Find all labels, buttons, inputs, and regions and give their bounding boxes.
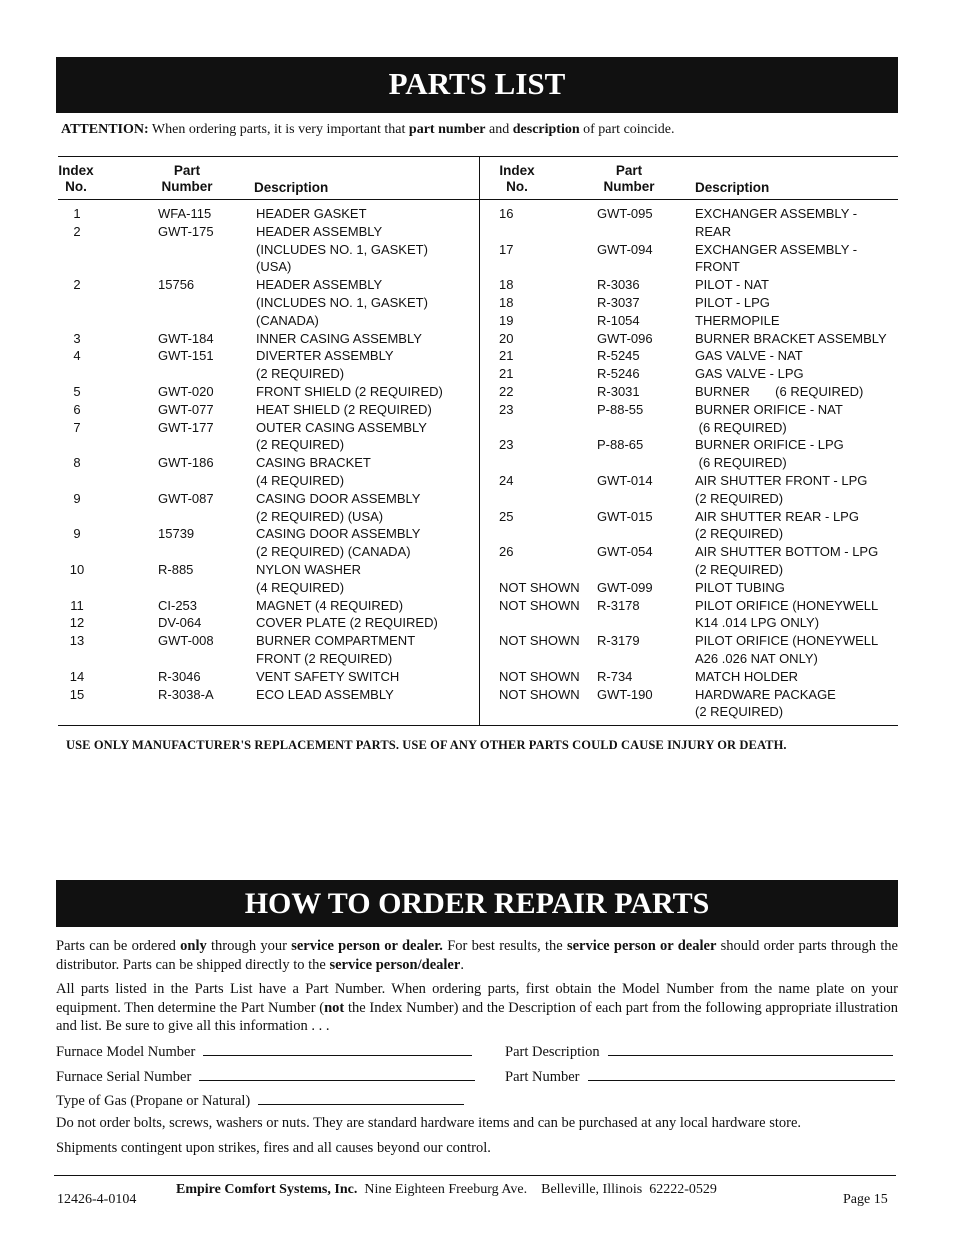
- part-number: GWT-095: [597, 206, 653, 221]
- description-line: K14 .014 LPG ONLY): [695, 615, 820, 631]
- description-line: (4 REQUIRED): [256, 472, 345, 488]
- part-number: R-3037: [597, 294, 640, 310]
- model-number-blank: [203, 1041, 472, 1056]
- table-bottom-rule: [58, 725, 898, 726]
- index-number: NOT SHOWN: [499, 686, 580, 702]
- document-number: 12426-4-0104: [57, 1192, 137, 1207]
- table-row: [57, 205, 477, 223]
- index-number: 9: [73, 490, 81, 506]
- part-description: [256, 330, 477, 348]
- table-row: [57, 490, 477, 526]
- part-description: [256, 419, 477, 455]
- description-line: CASING DOOR ASSEMBLY: [256, 526, 421, 542]
- part-number: GWT-054: [597, 544, 653, 560]
- description-line: PILOT TUBING: [695, 579, 785, 595]
- description-line: NYLON WASHER: [256, 561, 361, 577]
- index-number: 24: [499, 472, 514, 488]
- part-number: R-3179: [597, 633, 640, 649]
- part-number: GWT-151: [158, 348, 214, 364]
- table-row: [499, 686, 897, 722]
- index-number: NOT SHOWN: [499, 597, 580, 613]
- part-number: R-3036: [597, 277, 640, 293]
- index-number: 22: [499, 383, 514, 399]
- description-line: HEAT SHIELD (2 REQUIRED): [256, 401, 432, 417]
- text: All parts listed in the Parts List have a Part Number. When ordering parts, first obtain the Model Number from the name plate on your equipment. Then determine the Part Number (: [56, 981, 898, 1016]
- index-number: 6: [73, 401, 81, 417]
- header-index-line1: Index: [499, 163, 535, 178]
- index-number: 18: [499, 294, 514, 310]
- index-number: NOT SHOWN: [499, 633, 580, 649]
- part-description: [256, 597, 477, 615]
- table-row: [57, 383, 477, 401]
- part-number: R-734: [597, 668, 633, 684]
- table-row: [499, 205, 897, 241]
- description-line: (2 REQUIRED): [695, 490, 784, 506]
- table-row: [499, 597, 897, 633]
- table-row: [57, 561, 477, 597]
- part-number: R-5246: [597, 366, 640, 382]
- part-number: R-3038-A: [158, 686, 214, 702]
- part-description: [256, 383, 477, 401]
- attention-text: When ordering parts, it is very important that: [148, 122, 409, 137]
- part-description: [695, 686, 897, 722]
- serial-number-label: Furnace Serial Number: [56, 1069, 192, 1085]
- table-row: [499, 276, 897, 294]
- index-number: 4: [73, 348, 81, 364]
- part-description: [256, 668, 477, 686]
- ordering-paragraph-4: Shipments contingent upon strikes, fires and all causes beyond our control.: [56, 1140, 491, 1156]
- description-line: THERMOPILE: [695, 312, 780, 328]
- table-header-rule: [58, 199, 898, 200]
- index-number: 26: [499, 544, 514, 560]
- part-number-label: Part Number: [505, 1069, 580, 1085]
- header-index: [56, 163, 96, 195]
- description-line: GAS VALVE - NAT: [695, 348, 803, 364]
- description-line: AIR SHUTTER BOTTOM - LPG: [695, 544, 879, 560]
- part-number: R-3031: [597, 383, 640, 399]
- part-description: [256, 632, 477, 668]
- index-number: 2: [73, 277, 81, 293]
- table-row: [57, 454, 477, 490]
- part-description: [695, 276, 897, 294]
- table-row: [499, 579, 897, 597]
- part-description: [256, 205, 477, 223]
- table-row: [499, 294, 897, 312]
- description-line: (2 REQUIRED) (CANADA): [256, 544, 411, 560]
- company-name: Empire Comfort Systems, Inc.: [176, 1182, 358, 1197]
- part-number: GWT-008: [158, 633, 214, 649]
- index-number: 23: [499, 437, 514, 453]
- index-number: 7: [73, 419, 81, 435]
- table-row: [57, 419, 477, 455]
- description-line: (2 REQUIRED) (USA): [256, 508, 384, 524]
- description-line: (6 REQUIRED): [695, 419, 787, 435]
- part-number: R-885: [158, 561, 194, 577]
- model-number-field: [56, 1041, 472, 1061]
- text: Parts can be ordered: [56, 938, 181, 954]
- header-part-line1: Part: [615, 163, 643, 178]
- table-row: [499, 383, 897, 401]
- bold-text: only: [180, 938, 207, 954]
- serial-number-field: [56, 1066, 475, 1086]
- header-part-line1: Part: [173, 163, 201, 178]
- header-index-line2: No.: [506, 179, 528, 194]
- index-number: 5: [73, 383, 81, 399]
- index-number: 9: [73, 526, 81, 542]
- description-line: (CANADA): [256, 312, 319, 328]
- header-index: [497, 163, 537, 195]
- description-line: (INCLUDES NO. 1, GASKET): [256, 294, 428, 310]
- attention-label: ATTENTION:: [61, 122, 149, 137]
- part-number: GWT-077: [158, 401, 214, 417]
- part-number: R-1054: [597, 312, 640, 328]
- part-number: GWT-014: [597, 472, 653, 488]
- parts-table-right: [499, 205, 897, 721]
- attention-text: and: [485, 122, 513, 137]
- index-number: 13: [69, 633, 85, 649]
- description-line: INNER CASING ASSEMBLY: [256, 330, 422, 346]
- table-row: [57, 668, 477, 686]
- part-number: GWT-184: [158, 330, 214, 346]
- table-row: [499, 472, 897, 508]
- description-line: AIR SHUTTER REAR - LPG: [695, 508, 859, 524]
- part-number: GWT-020: [158, 383, 214, 399]
- table-row: [499, 668, 897, 686]
- how-to-order-title: HOW TO ORDER REPAIR PARTS: [56, 880, 898, 927]
- description-line: FRONT: [695, 259, 740, 275]
- description-line: (2 REQUIRED): [256, 437, 345, 453]
- description-line: EXCHANGER ASSEMBLY -: [695, 206, 858, 221]
- table-row: [499, 365, 897, 383]
- table-row: [57, 330, 477, 348]
- description-line: CASING DOOR ASSEMBLY: [256, 490, 421, 506]
- description-line: A26 .026 NAT ONLY): [695, 650, 818, 666]
- description-line: DIVERTER ASSEMBLY: [256, 348, 394, 364]
- address: Nine Eighteen Freeburg Ave. Belleville, Illinois 62222-0529: [364, 1182, 717, 1197]
- index-number: 3: [73, 330, 81, 346]
- description-line: BURNER COMPARTMENT: [256, 633, 416, 649]
- company-address: [176, 1182, 717, 1198]
- part-description: [256, 525, 477, 561]
- header-description: Description: [254, 180, 329, 195]
- text: should order parts through the distributor. Parts can be shipped directly to the: [56, 938, 898, 973]
- description-line: PILOT ORIFICE (HONEYWELL: [695, 597, 879, 613]
- text: For best results, the: [442, 938, 567, 954]
- part-number: R-3046: [158, 668, 201, 684]
- table-row: [57, 276, 477, 329]
- description-line: PILOT - LPG: [695, 294, 770, 310]
- description-line: OUTER CASING ASSEMBLY: [256, 419, 427, 435]
- part-number: GWT-190: [597, 686, 653, 702]
- bold-text: service person or dealer.: [291, 938, 443, 954]
- part-description-blank: [608, 1041, 893, 1056]
- part-description: [695, 365, 897, 383]
- description-line: HARDWARE PACKAGE: [695, 686, 836, 702]
- index-number: 20: [499, 330, 514, 346]
- header-part-line2: Number: [603, 179, 655, 194]
- model-number-label: Furnace Model Number: [56, 1044, 196, 1060]
- table-top-rule: [58, 156, 898, 157]
- description-line: BURNER BRACKET ASSEMBLY: [695, 330, 887, 346]
- index-number: 19: [499, 312, 514, 328]
- footer-rule: [54, 1175, 896, 1176]
- description-line: HEADER GASKET: [256, 206, 367, 221]
- part-description-field: [505, 1041, 893, 1061]
- table-row: [57, 614, 477, 632]
- description-line: (4 REQUIRED): [256, 579, 345, 595]
- description-line: MAGNET (4 REQUIRED): [256, 597, 404, 613]
- part-number: R-5245: [597, 348, 640, 364]
- table-row: [57, 686, 477, 704]
- text: through your: [206, 938, 292, 954]
- part-description: [695, 294, 897, 312]
- index-number: 11: [70, 597, 84, 613]
- part-description: [695, 401, 897, 437]
- index-number: NOT SHOWN: [499, 579, 580, 595]
- part-description: [256, 223, 477, 276]
- description-line: (INCLUDES NO. 1, GASKET): [256, 241, 428, 257]
- table-row: [499, 241, 897, 277]
- description-line: (2 REQUIRED): [695, 561, 784, 577]
- part-description: [256, 561, 477, 597]
- part-number: GWT-175: [158, 223, 214, 239]
- index-number: 10: [69, 561, 85, 577]
- part-number: GWT-015: [597, 508, 653, 524]
- table-row: [499, 312, 897, 330]
- part-number: GWT-186: [158, 455, 214, 471]
- header-part-number: [600, 163, 658, 195]
- part-description: [695, 472, 897, 508]
- part-description: [695, 436, 897, 472]
- gas-type-label: Type of Gas (Propane or Natural): [56, 1093, 251, 1109]
- description-line: AIR SHUTTER FRONT - LPG: [695, 472, 868, 488]
- table-row: [499, 632, 897, 668]
- description-line: (USA): [256, 259, 292, 275]
- bold-text: not: [324, 999, 345, 1016]
- part-description: [256, 614, 477, 632]
- part-description: [256, 276, 477, 329]
- part-number: GWT-096: [597, 330, 653, 346]
- ordering-paragraph-3: Do not order bolts, screws, washers or nuts. They are standard hardware items and can be purchased at any local hardware store.: [56, 1115, 802, 1131]
- part-number: R-3178: [597, 597, 640, 613]
- part-number: GWT-177: [158, 419, 214, 435]
- index-number: 14: [69, 668, 85, 684]
- table-column-divider: [479, 156, 480, 725]
- index-number: NOT SHOWN: [499, 668, 580, 684]
- part-description: [256, 454, 477, 490]
- attention-text: of part coincide.: [579, 122, 675, 137]
- gas-type-blank: [258, 1090, 464, 1105]
- index-number: 17: [499, 241, 514, 257]
- description-line: PILOT - NAT: [695, 277, 769, 293]
- description-line: (6 REQUIRED): [695, 455, 787, 471]
- part-number: WFA-115: [158, 206, 212, 221]
- description-line: VENT SAFETY SWITCH: [256, 668, 400, 684]
- description-line: (2 REQUIRED): [695, 526, 784, 542]
- description-line: FRONT SHIELD (2 REQUIRED): [256, 383, 443, 399]
- part-number: GWT-094: [597, 241, 653, 257]
- part-description: [256, 686, 477, 704]
- part-description: [695, 597, 897, 633]
- description-line: HEADER ASSEMBLY: [256, 223, 383, 239]
- bold-text: service person/dealer: [329, 956, 461, 973]
- ordering-paragraph-1: [56, 937, 898, 974]
- table-row: [499, 347, 897, 365]
- part-number: GWT-087: [158, 490, 214, 506]
- attention-note: [61, 122, 675, 138]
- index-number: 21: [499, 366, 514, 382]
- part-description: [695, 668, 897, 686]
- table-row: [499, 330, 897, 348]
- part-description: [256, 347, 477, 383]
- part-description: [695, 579, 897, 597]
- part-number-field: [505, 1066, 895, 1086]
- part-description: [256, 490, 477, 526]
- header-part-line2: Number: [161, 179, 213, 194]
- part-description: [695, 312, 897, 330]
- parts-table-left: [57, 205, 477, 703]
- index-number: 25: [499, 508, 514, 524]
- index-number: 15: [69, 686, 85, 702]
- ordering-paragraph-2: [56, 980, 898, 1036]
- index-number: 12: [69, 615, 85, 631]
- part-number: 15739: [158, 526, 195, 542]
- description-line: EXCHANGER ASSEMBLY -: [695, 241, 858, 257]
- attention-bold: description: [512, 122, 580, 137]
- header-index-line1: Index: [58, 163, 94, 178]
- description-line: PILOT ORIFICE (HONEYWELL: [695, 633, 879, 649]
- index-number: 1: [73, 206, 81, 221]
- table-row: [57, 401, 477, 419]
- part-number: 15756: [158, 277, 195, 293]
- replacement-parts-warning: USE ONLY MANUFACTURER'S REPLACEMENT PARTS. USE OF ANY OTHER PARTS COULD CAUSE INJURY OR DEATH.: [66, 738, 787, 752]
- description-line: ECO LEAD ASSEMBLY: [256, 686, 394, 702]
- part-description: [695, 508, 897, 544]
- part-description: [256, 401, 477, 419]
- text: the Index Number) and the Description of each part from the following appropriate illustration and list. Be sure to give all this information . . .: [56, 999, 899, 1035]
- index-number: 2: [73, 223, 81, 239]
- description-line: BURNER ORIFICE - NAT: [695, 401, 843, 417]
- part-number: P-88-55: [597, 401, 644, 417]
- description-line: HEADER ASSEMBLY: [256, 277, 383, 293]
- part-description: [695, 205, 897, 241]
- parts-list-title: PARTS LIST: [56, 57, 898, 113]
- table-row: [499, 436, 897, 472]
- description-line: MATCH HOLDER: [695, 668, 799, 684]
- gas-type-field: [56, 1090, 464, 1110]
- description-line: BURNER ORIFICE - LPG: [695, 437, 844, 453]
- part-description: [695, 543, 897, 579]
- description-line: GAS VALVE - LPG: [695, 366, 804, 382]
- description-line: REAR: [695, 223, 732, 239]
- header-index-line2: No.: [65, 179, 87, 194]
- part-description: [695, 241, 897, 277]
- text: .: [460, 956, 464, 973]
- table-row: [57, 597, 477, 615]
- description-line: FRONT (2 REQUIRED): [256, 650, 393, 666]
- attention-bold: part number: [408, 122, 486, 137]
- table-row: [57, 632, 477, 668]
- part-number-blank: [588, 1066, 895, 1081]
- part-number: P-88-65: [597, 437, 644, 453]
- part-description: [695, 347, 897, 365]
- table-row: [57, 347, 477, 383]
- header-part-number: [158, 163, 216, 195]
- description-line: (2 REQUIRED): [256, 366, 345, 382]
- index-number: 23: [499, 401, 514, 417]
- serial-number-blank: [199, 1066, 475, 1081]
- description-line: CASING BRACKET: [256, 455, 371, 471]
- description-line: (2 REQUIRED): [695, 704, 784, 720]
- table-row: [499, 508, 897, 544]
- page-number: Page 15: [843, 1192, 888, 1207]
- part-description: [695, 330, 897, 348]
- index-number: 16: [499, 206, 514, 221]
- part-description: [695, 632, 897, 668]
- part-description: [695, 383, 897, 401]
- part-number: GWT-099: [597, 579, 653, 595]
- table-row: [57, 525, 477, 561]
- table-row: [499, 401, 897, 437]
- index-number: 18: [499, 277, 514, 293]
- table-row: [499, 543, 897, 579]
- header-description: Description: [695, 180, 770, 195]
- description-line: BURNER (6 REQUIRED): [695, 383, 864, 399]
- index-number: 21: [499, 348, 514, 364]
- part-description-label: Part Description: [505, 1044, 600, 1060]
- bold-text: service person or dealer: [566, 938, 717, 954]
- index-number: 8: [73, 455, 81, 471]
- description-line: COVER PLATE (2 REQUIRED): [256, 615, 438, 631]
- part-number: DV-064: [158, 615, 202, 631]
- table-row: [57, 223, 477, 276]
- part-number: CI-253: [158, 597, 198, 613]
